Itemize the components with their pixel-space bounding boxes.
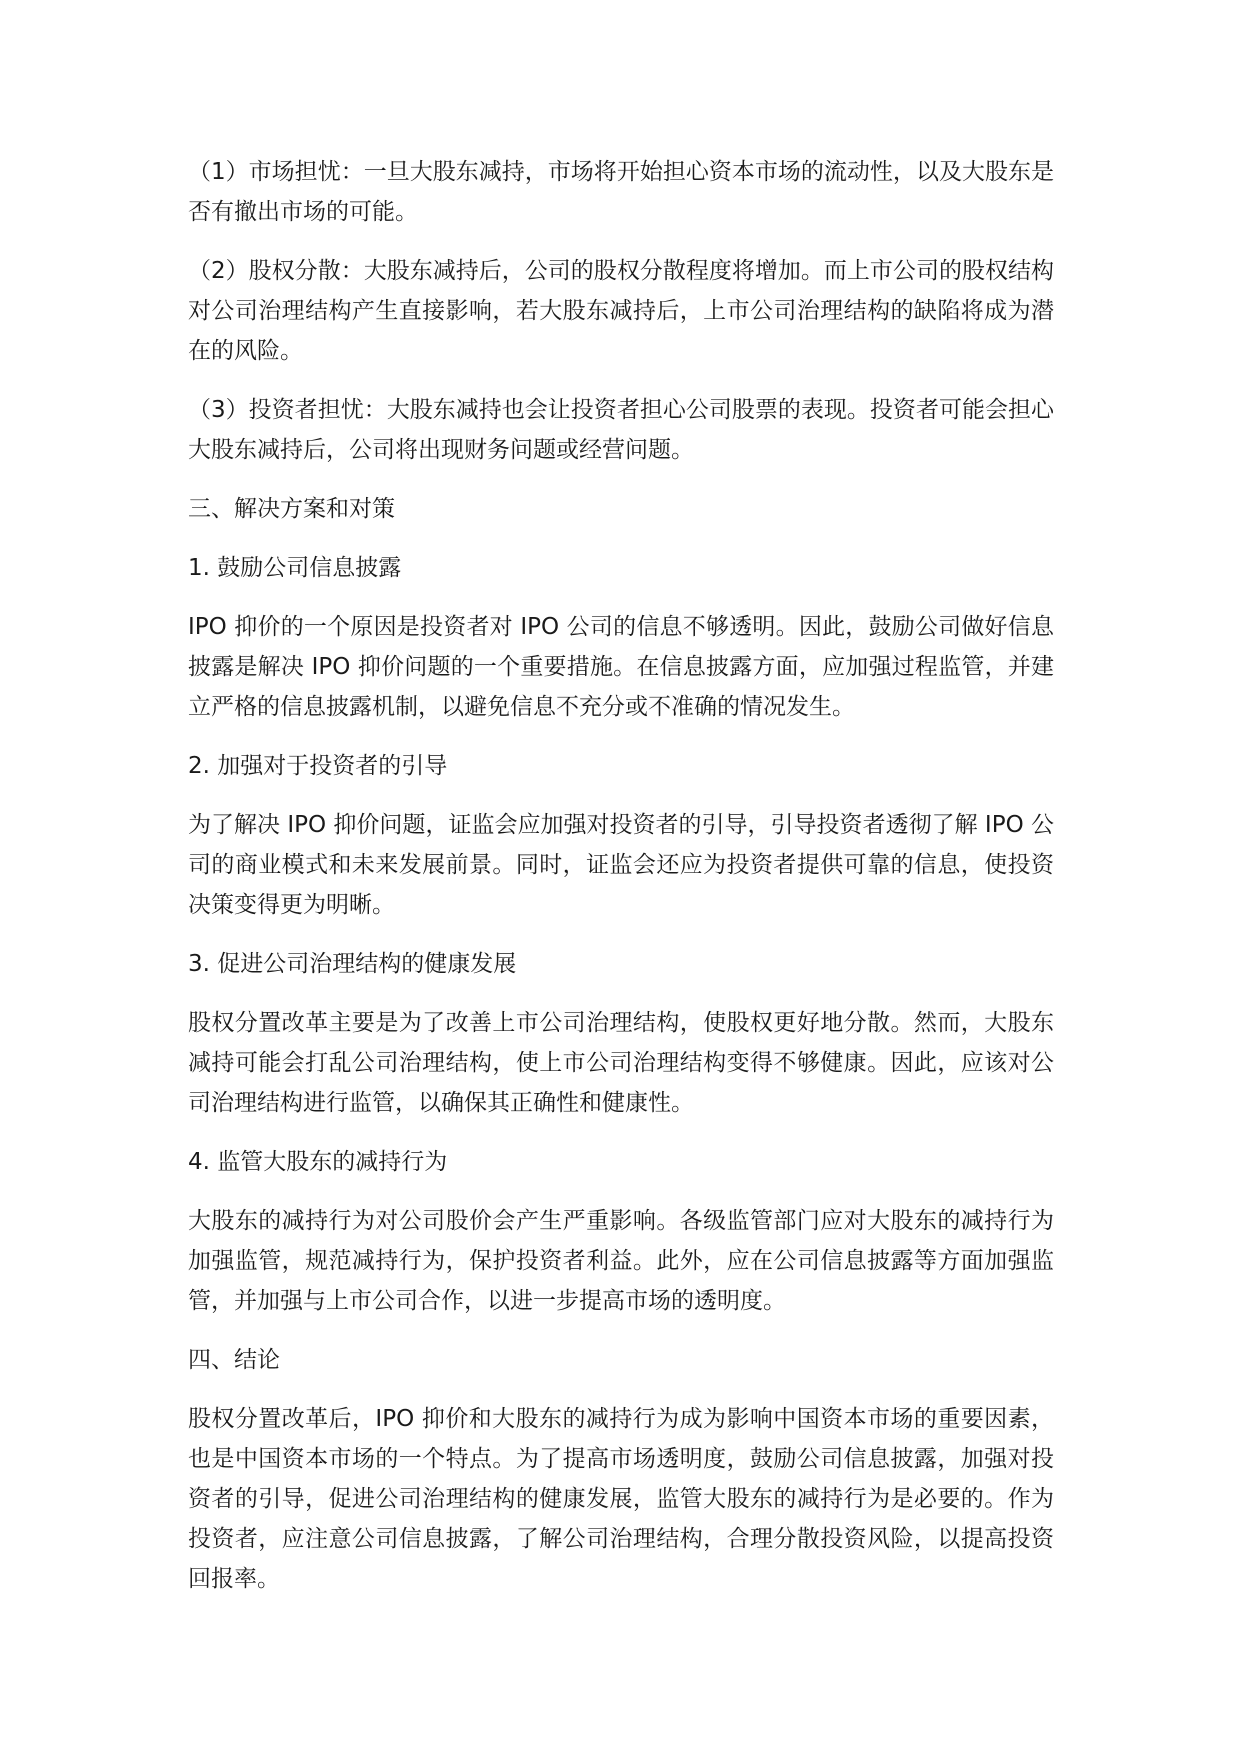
- paragraph-disclosure: IPO 抑价的一个原因是投资者对 IPO 公司的信息不够透明。因此，鼓励公司做好信息披露是解决 IPO 抑价问题的一个重要措施。在信息披露方面，应加强过程监管，并建立严格的信息披露机制，以避免信息不充分或不准确的情况发生。: [188, 614, 1054, 720]
- section-heading-conclusion: 四、结论: [188, 1347, 280, 1373]
- document-page: [188, 152, 1054, 1618]
- paragraph-conclusion: 股权分置改革后，IPO 抑价和大股东的减持行为成为影响中国资本市场的重要因素，也是中国资本市场的一个特点。为了提高市场透明度，鼓励公司信息披露，加强对投资者的引导，促进公司治理结构的健康发展，监管大股东的减持行为是必要的。作为投资者，应注意公司信息披露，了解公司治理结构，合理分散投资风险，以提高投资回报率。: [188, 1406, 1054, 1592]
- paragraph-market-concern: （1）市场担忧：一旦大股东减持，市场将开始担心资本市场的流动性，以及大股东是否有撤出市场的可能。: [188, 159, 1054, 225]
- paragraph-governance: 股权分置改革主要是为了改善上市公司治理结构，使股权更好地分散。然而，大股东减持可能会打乱公司治理结构，使上市公司治理结构变得不够健康。因此，应该对公司治理结构进行监管，以确保其正确性和健康性。: [188, 1010, 1054, 1116]
- subheading-supervision: 4. 监管大股东的减持行为: [188, 1149, 448, 1175]
- subheading-disclosure: 1. 鼓励公司信息披露: [188, 555, 402, 581]
- paragraph-equity-dispersion: （2）股权分散：大股东减持后，公司的股权分散程度将增加。而上市公司的股权结构对公司治理结构产生直接影响，若大股东减持后，上市公司治理结构的缺陷将成为潜在的风险。: [188, 258, 1054, 364]
- paragraph-investor-guidance: 为了解决 IPO 抑价问题，证监会应加强对投资者的引导，引导投资者透彻了解 IPO 公司的商业模式和未来发展前景。同时，证监会还应为投资者提供可靠的信息，使投资决策变得更为明晰。: [188, 812, 1054, 918]
- subheading-investor-guidance: 2. 加强对于投资者的引导: [188, 753, 448, 779]
- section-heading-solutions: 三、解决方案和对策: [188, 496, 395, 522]
- paragraph-investor-concern: （3）投资者担忧：大股东减持也会让投资者担心公司股票的表现。投资者可能会担心大股东减持后，公司将出现财务问题或经营问题。: [188, 397, 1054, 463]
- subheading-governance: 3. 促进公司治理结构的健康发展: [188, 951, 517, 977]
- paragraph-supervision: 大股东的减持行为对公司股价会产生严重影响。各级监管部门应对大股东的减持行为加强监管，规范减持行为，保护投资者利益。此外，应在公司信息披露等方面加强监管，并加强与上市公司合作，以进一步提高市场的透明度。: [188, 1208, 1054, 1314]
